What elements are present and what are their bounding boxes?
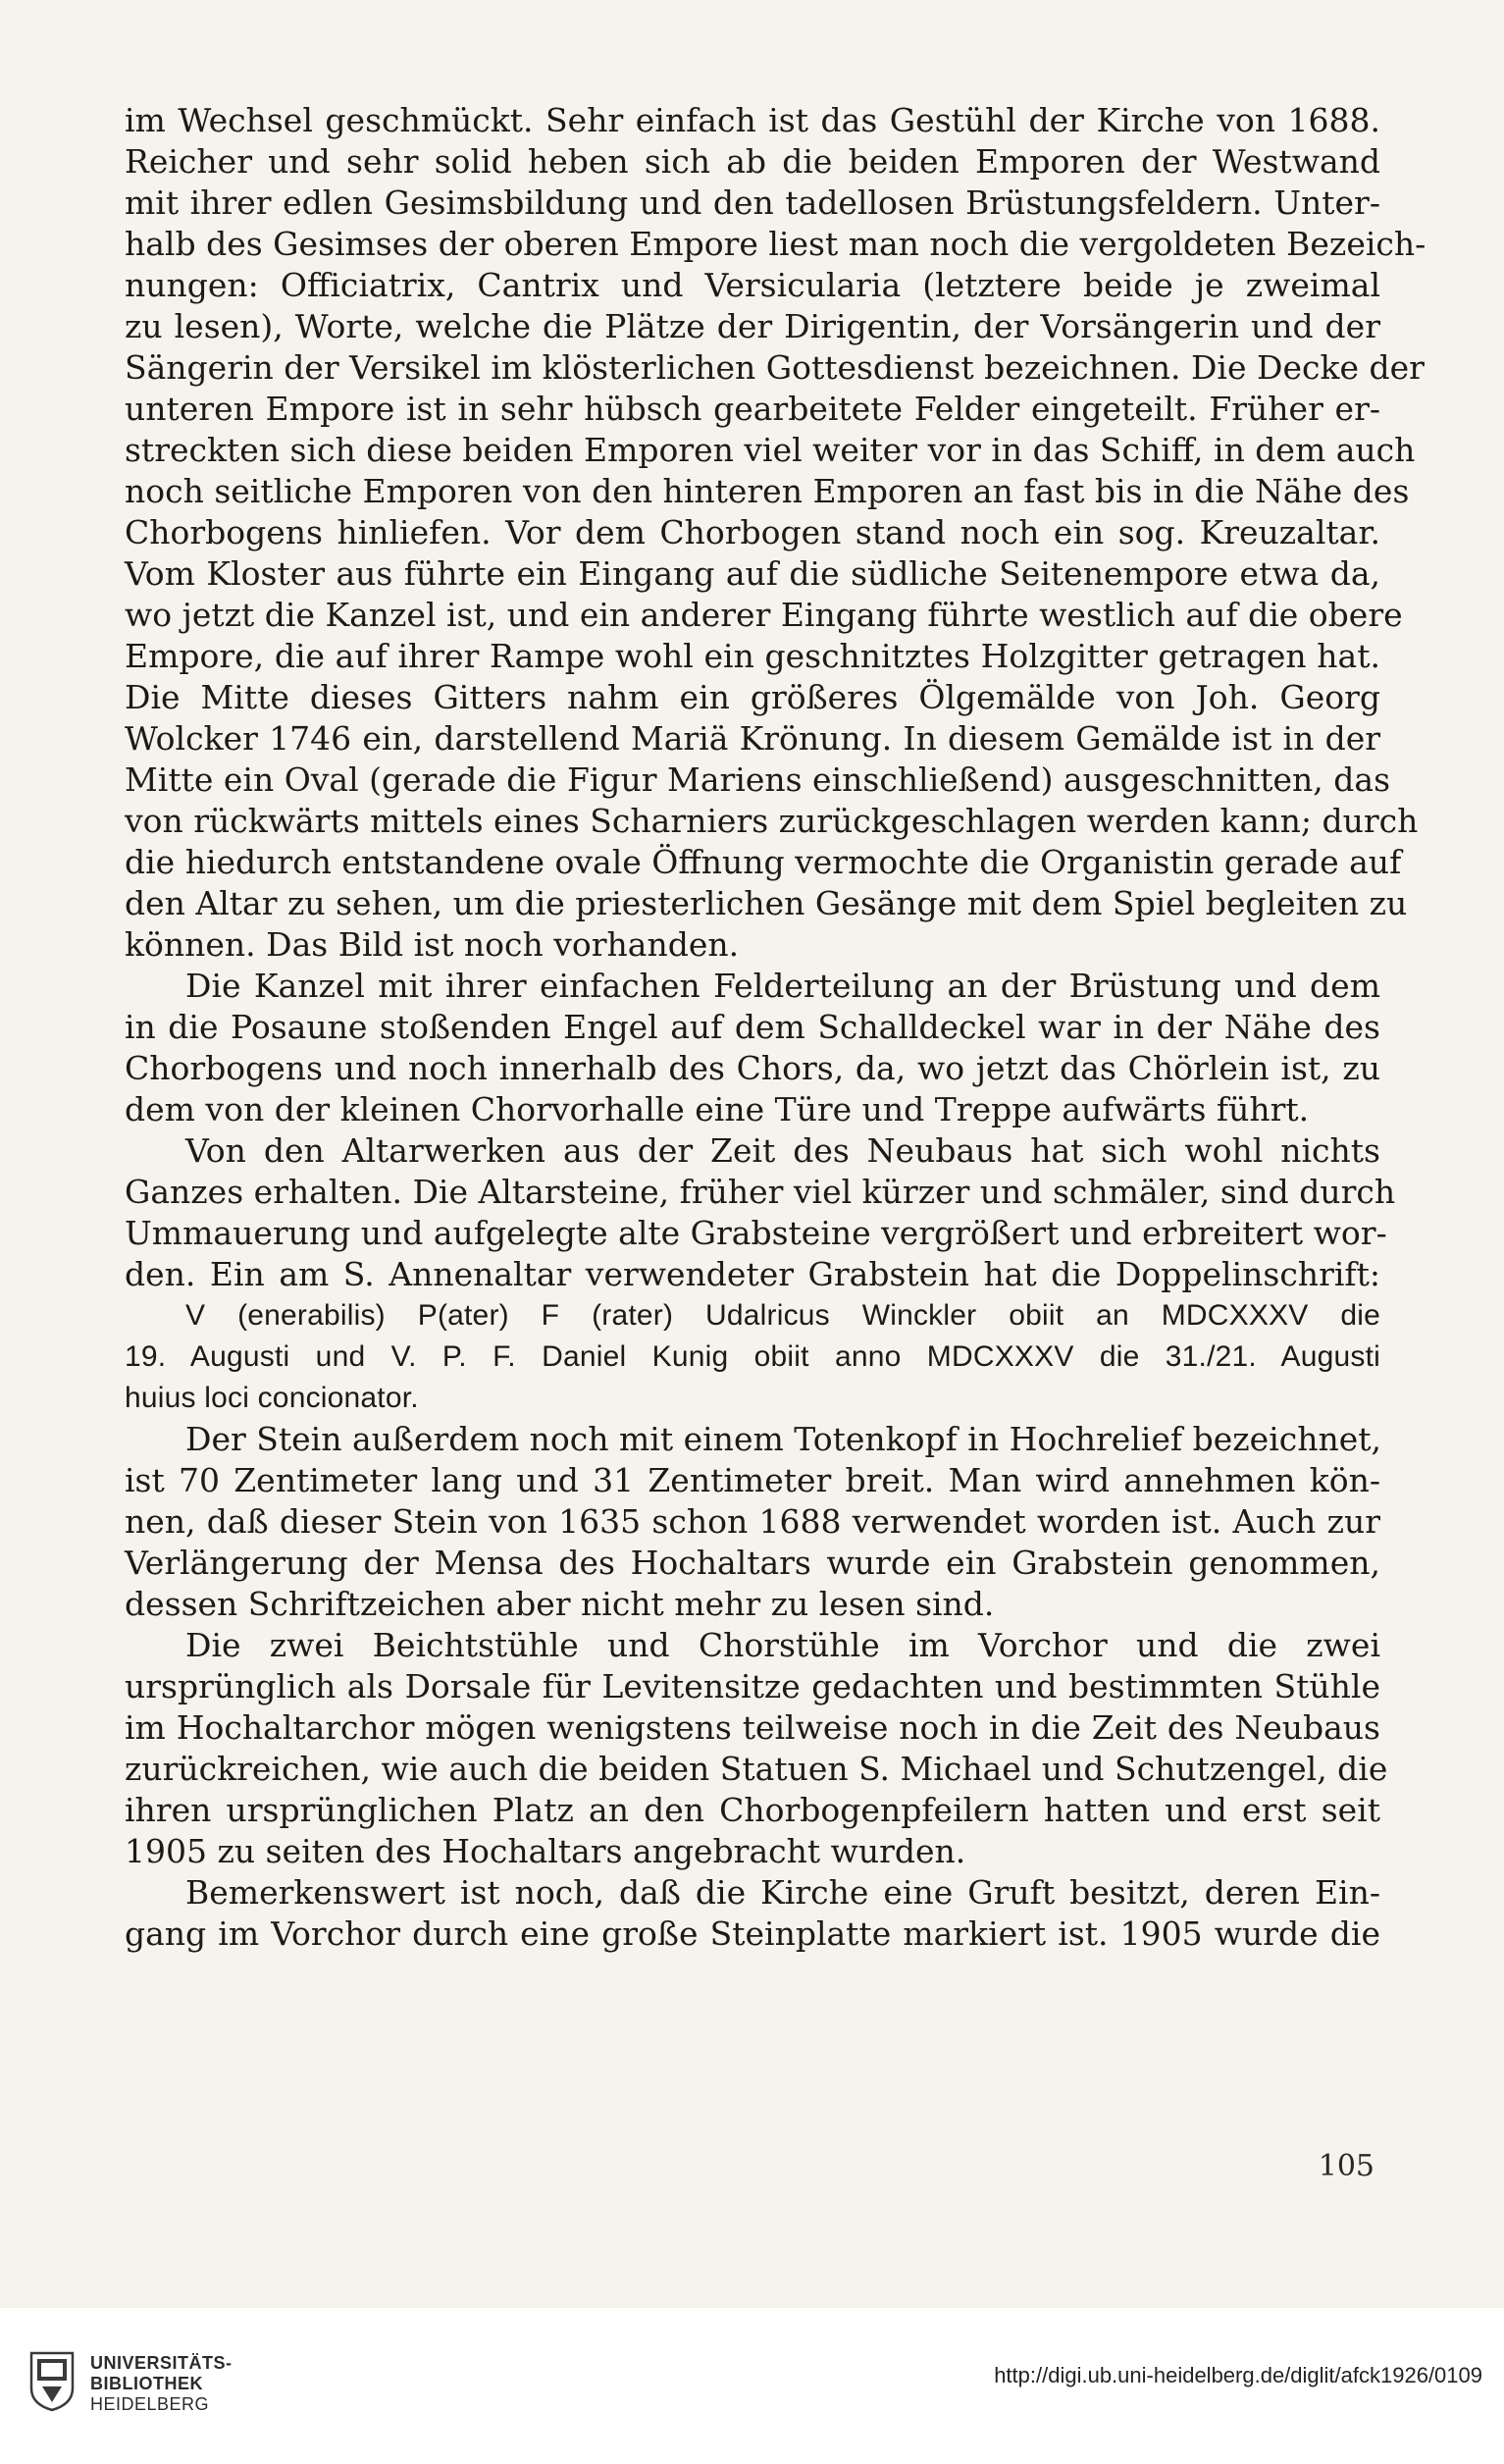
text-line: mit ihrer edlen Gesimsbildung und den tadellosen Brüstungsfeldern. Unter- [125,183,1380,222]
text-line: nen, daß dieser Stein von 1635 schon 1688 verwendet worden ist. Auch zur [125,1502,1380,1541]
text-line: im Wechsel geschmückt. Sehr einfach ist das Gestühl der Kirche von 1688. [125,101,1380,139]
text-line: Ganzes erhalten. Die Altarsteine, früher viel kürzer und schmäler, sind durch [125,1173,1396,1211]
text-line: ihren ursprünglichen Platz an den Chorbogenpfeilern hatten und erst seit [125,1791,1380,1829]
text-line: dessen Schriftzeichen aber nicht mehr zu lesen sind. [125,1585,995,1623]
text-line: Wolcker 1746 ein, darstellend Mariä Krönung. In diesem Gemälde ist in der [125,719,1380,758]
text-line: Die zwei Beichtstühle und Chorstühle im Vorchor und die zwei [185,1626,1380,1664]
text-line: können. Das Bild ist noch vorhanden. [125,925,740,964]
text-line: Mitte ein Oval (gerade die Figur Mariens einschließend) ausgeschnitten, das [125,760,1391,799]
text-line: Von den Altarwerken aus der Zeit des Neubaus hat sich wohl nichts [185,1131,1380,1170]
text-line: Sängerin der Versikel im klösterlichen Gottesdienst bezeichnen. Die Decke der [125,348,1425,387]
text-line: Vom Kloster aus führte ein Eingang auf die südliche Seitenempore etwa da, [125,554,1380,593]
text-line: den. Ein am S. Annenaltar verwendeter Grabstein hat die Doppelinschrift: [125,1255,1380,1293]
text-line: Ummauerung und aufgelegte alte Grabsteine vergrößert und erbreitert wor- [125,1214,1387,1252]
library-name [90,2353,233,2415]
text-line: Empore, die auf ihrer Rampe wohl ein geschnitztes Holzgitter getragen hat. [125,637,1380,675]
text-line: die hiedurch entstandene ovale Öffnung vermochte die Organistin gerade auf [125,843,1402,881]
text-line: Bemerkenswert ist noch, daß die Kirche eine Gruft besitzt, deren Ein- [185,1873,1380,1912]
text-line: gang im Vorchor durch eine große Steinplatte markiert ist. 1905 wurde die [125,1914,1380,1953]
text-line: in die Posaune stoßenden Engel auf dem Schalldeckel war in der Nähe des [125,1008,1380,1046]
text-line: nungen: Officiatrix, Cantrix und Versicularia (letztere beide je zweimal [125,266,1380,304]
page-number: 105 [1318,2149,1374,2183]
university-seal-icon [27,2351,77,2412]
text-line: zurückreichen, wie auch die beiden Statuen S. Michael und Schutzengel, die [125,1750,1388,1788]
inscription-line: 19. Augusti und V. P. F. Daniel Kunig obiit anno MDCXXXV die 31./21. Augusti [125,1340,1380,1373]
text-line: dem von der kleinen Chorvorhalle eine Türe und Treppe aufwärts führt. [125,1090,1310,1128]
text-line: Die Kanzel mit ihrer einfachen Felderteilung an der Brüstung und dem [185,967,1380,1005]
library-line: HEIDELBERG [90,2394,210,2414]
text-line: den Altar zu sehen, um die priesterlichen Gesänge mit dem Spiel begleiten zu [125,884,1408,922]
text-line: Der Stein außerdem noch mit einem Totenkopf in Hochrelief bezeichnet, [185,1420,1382,1458]
library-line: UNIVERSITÄTS- [90,2353,233,2373]
text-line: zu lesen), Worte, welche die Plätze der Dirigentin, der Vorsängerin und der [125,307,1380,345]
text-line: 1905 zu seiten des Hochaltars angebracht wurden. [125,1832,966,1870]
body-text [125,100,1426,1955]
text-line: im Hochaltarchor mögen wenigstens teilweise noch in die Zeit des Neubaus [125,1708,1380,1747]
text-line: wo jetzt die Kanzel ist, und ein anderer Eingang führte westlich auf die obere [125,596,1403,634]
text-line: ursprünglich als Dorsale für Levitensitze gedachten und bestimmten Stühle [125,1667,1380,1705]
library-line: BIBLIOTHEK [90,2374,203,2393]
text-line: noch seitliche Emporen von den hinteren Emporen an fast bis in die Nähe des [125,472,1410,510]
text-line: Reicher und sehr solid heben sich ab die beiden Emporen der Westwand [125,142,1380,181]
inscription-line: huius loci concionator. [125,1382,419,1414]
text-line: streckten sich diese beiden Emporen viel weiter vor in das Schiff, in dem auch [125,431,1416,469]
text-line: Chorbogens hinliefen. Vor dem Chorbogen stand noch ein sog. Kreuzaltar. [125,513,1380,551]
text-line: halb des Gesimses der oberen Empore liest man noch die vergoldeten Bezeich- [125,225,1426,263]
source-url-link[interactable]: http://digi.ub.uni-heidelberg.de/diglit/afck1926/0109 [994,2363,1482,2387]
text-line: ist 70 Zentimeter lang und 31 Zentimeter breit. Man wird annehmen kön- [125,1461,1380,1499]
text-line: Die Mitte dieses Gitters nahm ein größeres Ölgemälde von Joh. Georg [125,678,1380,716]
text-line: unteren Empore ist in sehr hübsch gearbeitete Felder eingeteilt. Früher er- [125,390,1380,428]
inscription-line: V (enerabilis) P(ater) F (rater) Udalricus Winckler obiit an MDCXXXV die [185,1299,1380,1332]
text-line: Chorbogens und noch innerhalb des Chors, da, wo jetzt das Chörlein ist, zu [125,1049,1380,1087]
text-line: von rückwärts mittels eines Scharniers zurückgeschlagen werden kann; durch [125,802,1419,840]
text-line: Verlängerung der Mensa des Hochaltars wurde ein Grabstein genommen, [125,1544,1380,1582]
